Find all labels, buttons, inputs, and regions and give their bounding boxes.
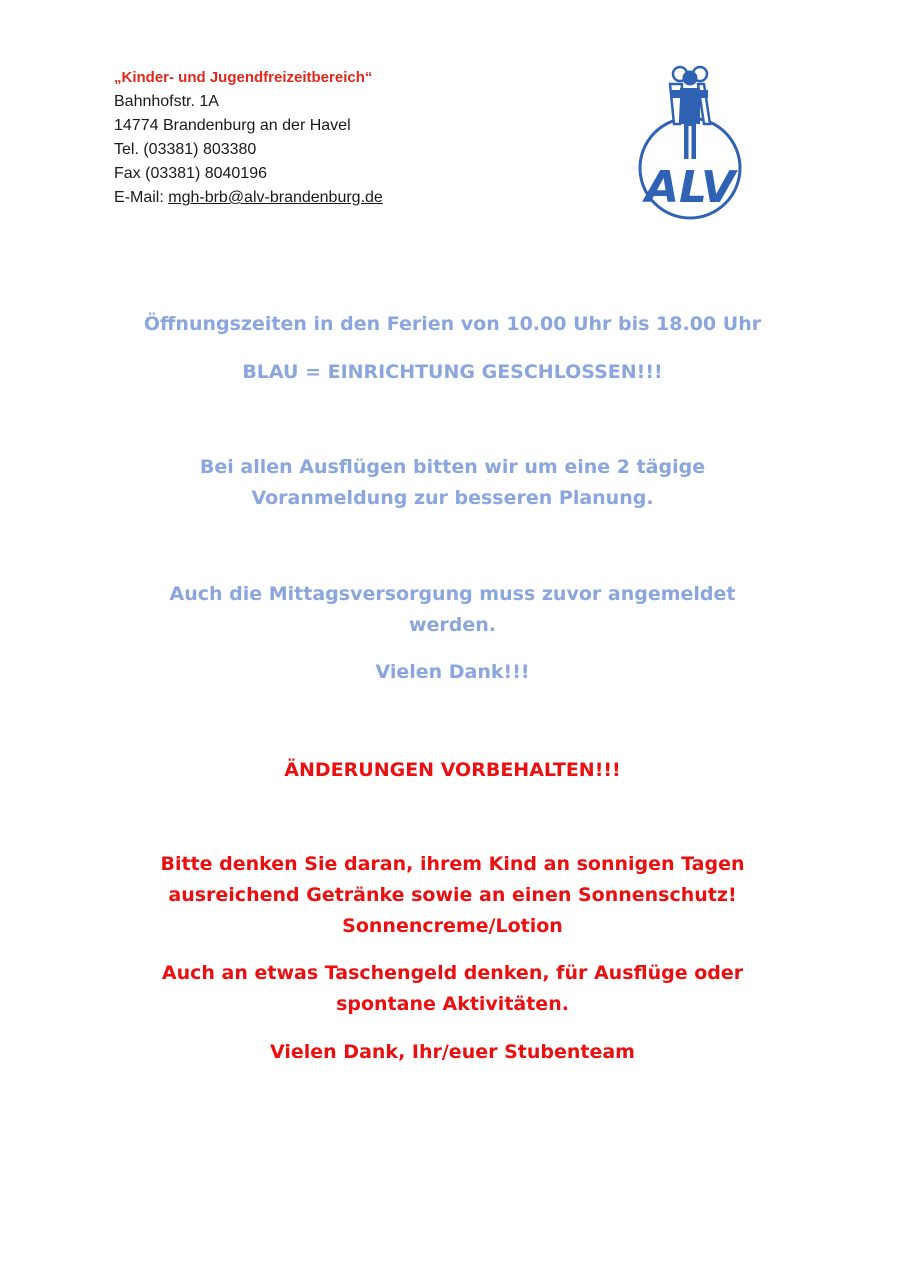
email-label: E-Mail:	[114, 189, 169, 206]
sun-notice-line: Bitte denken Sie daran, ihrem Kind an sonnigen Tagen	[160, 853, 745, 875]
sun-notice-line: ausreichend Getränke sowie an einen Sonnenschutz!	[168, 884, 737, 906]
address-block	[114, 66, 383, 210]
logo-text: ALV	[644, 162, 736, 213]
trips-notice-line: Voranmeldung zur besseren Planung.	[251, 487, 654, 509]
street-address: Bahnhofstr. 1A	[114, 93, 219, 110]
alv-people-logo-icon	[634, 64, 746, 222]
money-notice-line: Auch an etwas Taschengeld denken, für Ausflüge oder	[161, 962, 744, 984]
trips-notice-line: Bei allen Ausflügen bitten wir um eine 2 tägige	[199, 456, 706, 478]
lunch-notice-line: Auch die Mittagsversorgung muss zuvor angemeldet	[169, 583, 736, 605]
signoff-text: Vielen Dank, Ihr/euer Stubenteam	[270, 1041, 635, 1063]
thanks-text: Vielen Dank!!!	[375, 661, 530, 683]
organization-name: „Kinder- und Jugendfreizeitbereich“	[114, 69, 373, 86]
sun-protection-notice	[0, 849, 905, 942]
closed-legend-text: BLAU = EINRICHTUNG GESCHLOSSEN!!!	[242, 361, 663, 383]
changes-reserved-text: ÄNDERUNGEN VORBEHALTEN!!!	[284, 759, 621, 781]
pocket-money-notice	[0, 958, 905, 1020]
money-notice-line: spontane Aktivitäten.	[336, 993, 569, 1015]
email-line	[114, 186, 383, 210]
telephone-number: Tel. (03381) 803380	[114, 141, 257, 158]
trips-notice	[0, 452, 905, 514]
lunch-notice-line: werden.	[408, 614, 497, 636]
lunch-notice	[0, 579, 905, 641]
email-link[interactable]: mgh-brb@alv-brandenburg.de	[168, 189, 383, 206]
fax-number: Fax (03381) 8040196	[114, 165, 267, 182]
sun-notice-line: Sonnencreme/Lotion	[342, 915, 563, 937]
opening-hours-text: Öffnungszeiten in den Ferien von 10.00 Uhr bis 18.00 Uhr	[143, 313, 762, 335]
city-address: 14774 Brandenburg an der Havel	[114, 117, 351, 134]
